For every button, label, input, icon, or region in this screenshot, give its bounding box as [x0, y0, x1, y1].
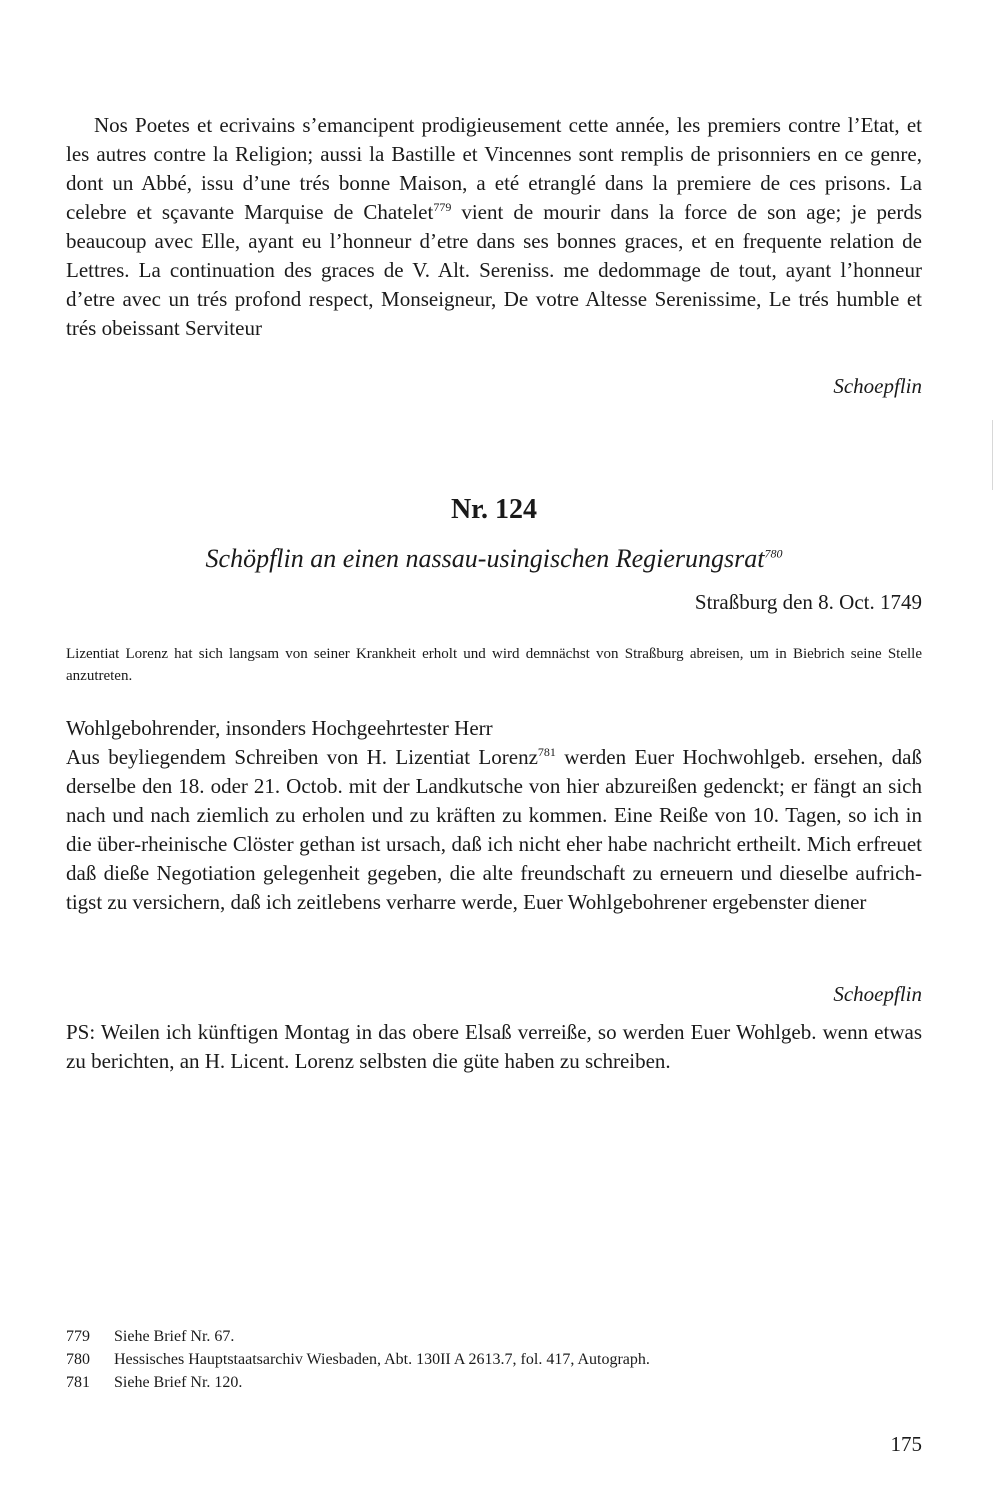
- footnote-number: 779: [66, 1328, 90, 1345]
- footnote-number: 780: [66, 1351, 90, 1368]
- margin-mark: [992, 420, 993, 490]
- footnote-number: 781: [66, 1374, 90, 1391]
- document-page: [66, 0, 922, 1500]
- footnote-ref-779[interactable]: 779: [433, 200, 452, 214]
- letter-title: Schöpflin an einen nassau-usingischen Regierungsrat$^{780}$: [205, 544, 783, 573]
- letter-dateline: Straßburg den 8. Oct. 1749: [694, 590, 922, 614]
- letter-summary: Lizentiat Lorenz hat sich langsam von seiner Krankheit erholt und wird demnächst von Straßburg abreisen, um in Biebrich seine Stelle anzutreten.: [66, 646, 922, 684]
- letter-123-signature: Schoepflin: [833, 374, 922, 398]
- letter-postscript: PS: Weilen ich künftigen Montag in das obere Elsaß verreiße, so werden Euer Wohlgeb. wenn etwas zu berichten, an H. Licent. Lorenz selbsten die güte haben zu schreiben.: [66, 1020, 922, 1073]
- letter-124-body: Aus beyliegendem Schreiben von H. Lizentiat Lorenz$^{781}$ werden Euer Hochwohlgeb. ersehen, daß derselbe den 18. oder 21. Octob. mit der Landkutsche von hier abzureißen gedenckt; er fängt an sich nach und nach ziemlich zu erholen und zu kräften zu kommen. Eine Reiße von 10. Tagen, so ich in die über-rheinische Clöster gethan ist ursach, daß ich nicht eher habe nachricht ertheilt. Mich erfreuet daß dieße Negotiation gelegenheit gegeben, die alte freundschaft zu erneuern und dieselbe aufrichtigst zu versichern, daß ich zeitlebens verharre werde, Euer Wohlgebohrener ergebenster diener: [66, 745, 922, 914]
- letter-124-signature: Schoepflin: [833, 982, 922, 1006]
- letter-salutation: Wohlgebohrender, insonders Hochgeehrtester Herr: [66, 716, 493, 740]
- footnote: [66, 1348, 922, 1371]
- footnotes: [66, 1325, 922, 1394]
- letter-number-heading: Nr. 124: [450, 494, 538, 525]
- footnote-text: Hessisches Hauptstaatsarchiv Wiesbaden, Abt. 130II A 2613.7, fol. 417, Autograph.: [114, 1351, 650, 1368]
- footnote-text: Siehe Brief Nr. 120.: [114, 1374, 243, 1391]
- footnote: [66, 1325, 922, 1348]
- footnote-ref-780[interactable]: 780: [764, 546, 783, 561]
- footnote: [66, 1371, 922, 1394]
- page-number: 175: [890, 1432, 922, 1456]
- footnote-text: Siehe Brief Nr. 67.: [114, 1328, 235, 1345]
- footnote-ref-781[interactable]: 781: [537, 745, 556, 759]
- letter-123-body: Nos Poetes et ecrivains s’emancipent prodigieusement cette année, les premiers contre l’Etat, et les autres contre la Religion; aussi la Bastille et Vincennes sont remplis de prisonniers en ce genre, dont un Abbé, issu d’une trés bonne Maison, a eté etranglé dans la premiere de ces prisons. La celebre et sçavante Marquise de Chatelet$^{779}$ vient de mourir dans la force de son age; je perds beaucoup avec Elle, ayant eu l’honneur d’etre dans ses bonnes graces, et en frequente relation de Lettres. La continuation des graces de V. Alt. Sereniss. me dedommage de tout, ayant l’honneur d’etre avec un trés profond respect, Monseigneur, De votre Altesse Serenissime, Le trés humble et trés obeissant Serviteur: [66, 113, 922, 340]
